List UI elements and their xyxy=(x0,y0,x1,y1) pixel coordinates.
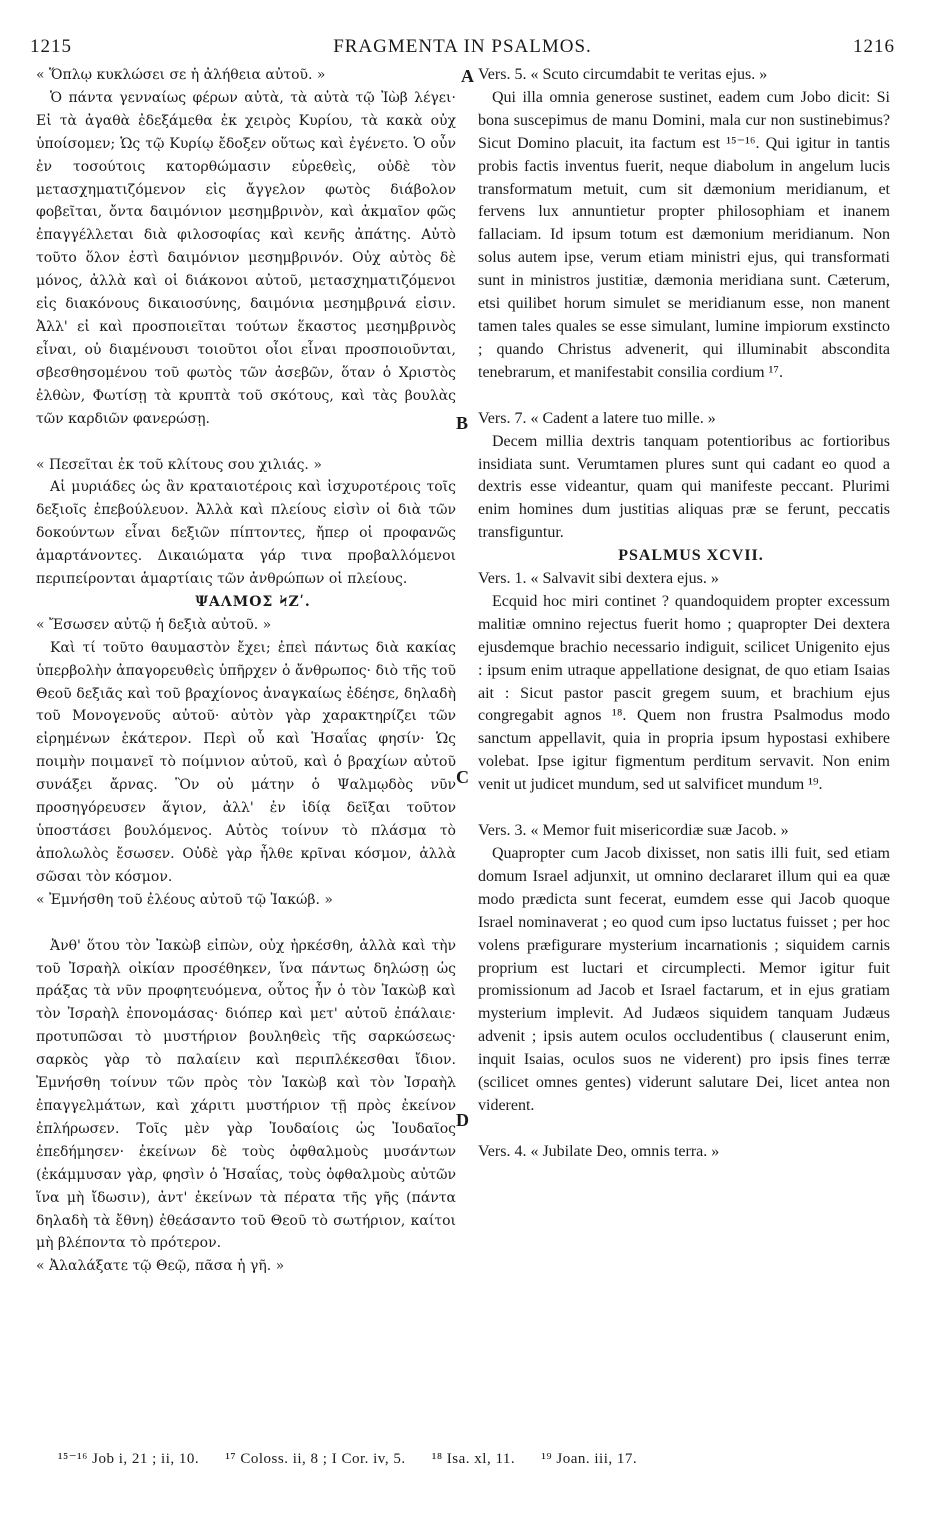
latin-psalm-verse-1-text: Ecquid hoc miri continet ? quandoquidem propter excessum malitiæ omnino rejectus fuerit homo ; quapropter Dei dextera ejusdemque brachio necessario indiguit, scilicet Unigenito ejus : ipsum enim utraque appellatione designat, de quo etiam Isaias ait : Sicut pastor pascit gregem suum, et brachium ejus congregabit agnos ¹⁸. Quem non frustra Psalmodus modo sanctum appellavit, quia in propria ipsum hypostasi exhibere volebat. Ipse igitur figmentum perditum servavit. Non enim venit ut judicet mundum, sed ut salvificet mundum ¹⁹. xyxy=(478,592,890,794)
latin-verse-7-text: Decem millia dextris tanquam potentioribus ac fortioribus insidiata sunt. Verumtamen plures sunt qui cadant eo quod a dextris esse videantur, quam qui manifeste peccant. Plurimi enim homines dum justitias aliquas præ se ferunt, peccatis transfiguntur. xyxy=(478,432,890,542)
greek-psalm-verse-1-heading: « Ἔσωσεν αὐτῷ ἡ δεξιὰ αὐτοῦ. » xyxy=(36,616,272,633)
greek-psalm-title: ΨΑΛΜΟΣ ϞΖʹ. xyxy=(195,593,311,610)
margin-marker-a: A xyxy=(461,66,474,86)
running-title: FRAGMENTA IN PSALMOS. xyxy=(333,36,592,57)
latin-column xyxy=(478,64,890,1164)
greek-column xyxy=(36,64,456,1278)
greek-psalm-verse-3-text: Ἀνθ' ὅτου τὸν Ἰακὼβ εἰπὼν, οὐχ ἠρκέσθη, ἀλλὰ καὶ τὴν τοῦ Ἰσραὴλ οἰκίαν προσέθηκεν, ἵνα πάντως δηλώσῃ ὡς πράξας τὰ νῦν προφητευόμενα, οὗτος ἦν ὁ τὸν Ἰακὼβ καὶ τὸν Ἰσραὴλ ἐπονομάσας· διόπερ καὶ μετ' αὐτοῦ ἐπάλαιε· προτυπῶσαι τὸ μυστήριον βουληθεὶς τῆς σαρκώσεως· σαρκὸς γὰρ τὸ παλαίειν καὶ περιπλέκεσθαι ἴδιον. Ἐμνήσθη τοίνυν τῶν πρὸς τὸν Ἰακὼβ καὶ τὸν Ἰσραὴλ ἐπαγγελμάτων, καὶ χάριτι μυστήριον τῇ πρὸς ἐκείνον ἐπλήρωσεν. Τοῖς μὲν γὰρ Ἰουδαίοις ὡς Ἰουδαῖος ἐπεδήμησεν· ἐκείνων δὲ τοὺς ὀφθαλμοὺς μυσάντων (ἐκάμμυσαν γὰρ, φησὶν ὁ Ἡσαΐας, τοὺς ὀφθαλμοὺς αὐτῶν ἵνα μὴ ἴδωσιν), ἀντ' ἐκείνων τὰ πέρατα τῆς γῆς (πάντα δηλαδὴ τὰ ἔθνη) ἐθεάσαντο τοῦ Θεοῦ τὸ σωτήριον, καίτοι μὴ βλέποντα τὸ πρότερον. xyxy=(36,937,456,1252)
greek-psalm-verse-3-heading: « Ἐμνήσθη τοῦ ἐλέους αὐτοῦ τῷ Ἰακώβ. » xyxy=(36,891,333,908)
greek-psalm-verse-1-text: Καὶ τί τοῦτο θαυμαστὸν ἔχει; ἐπεὶ πάντως διὰ κακίας ὑπερβολὴν ἀπαγορευθεὶς ὑπῆρχεν ὁ ἄνθρωπος· διὸ τῆς τοῦ Θεοῦ δεξιᾶς καὶ τοῦ βραχίονος ἀναγκαίως ἐδέησε, δηλαδὴ τοῦ Μονογενοῦς αὐτοῦ· αὐτὸν γὰρ χαρακτηρίζει τῶν εἰρημένων ἑκάτερον. Περὶ οὗ καὶ Ἡσαΐας φησίν· Ὡς ποιμὴν ποιμανεῖ τὸ ποίμνιον αὐτοῦ, καὶ ὁ βραχίων αὐτοῦ συνάξει ἄρνας. Ὃν οὐ μάτην ὁ Ψαλμῳδὸς νῦν προσηγόρευσεν ἅγιον, ἀλλ' ἐν ἰδίᾳ δεῖξαι τοῦτον ὑποστάσει βουλόμενος. Αὐτὸς τοίνυν τὸ πλάσμα τὸ ἀπολωλὸς ἔσωσεν. Οὐδὲ γὰρ ἦλθε κρῖναι κόσμον, ἀλλὰ σῶσαι τὸν κόσμον. xyxy=(36,639,456,885)
margin-marker-c: C xyxy=(456,767,469,787)
latin-verse-5-heading: Vers. 5. « Scuto circumdabit te veritas ejus. » xyxy=(478,66,768,83)
footnote: ¹⁷ Coloss. ii, 8 ; I Cor. iv, 5. xyxy=(225,1451,406,1467)
footnote: ¹⁵⁻¹⁶ Job i, 21 ; ii, 10. xyxy=(58,1451,200,1467)
margin-marker-b: B xyxy=(456,413,469,433)
greek-psalm-verse-4-heading: « Ἀλαλάξατε τῷ Θεῷ, πᾶσα ἡ γῆ. » xyxy=(36,1258,285,1275)
latin-psalm-verse-1-heading: Vers. 1. « Salvavit sibi dextera ejus. » xyxy=(478,570,719,588)
latin-psalm-verse-4-heading: Vers. 4. « Jubilate Deo, omnis terra. » xyxy=(478,1142,720,1160)
footnote: ¹⁹ Joan. iii, 17. xyxy=(541,1451,638,1467)
greek-verse-5-text: Ὁ πάντα γενναίως φέρων αὐτὰ, τὰ αὐτὰ τῷ Ἰὼβ λέγει· Εἰ τὰ ἀγαθὰ ἐδεξάμεθα ἐκ χειρὸς Κυρίου, τὰ κακὰ οὐχ ὑποίσομεν; Ὡς τῷ Κυρίῳ ἔδοξεν οὕτως καὶ ἐγένετο. Ὁ οὖν ἐν τοσούτοις κατορθώμασιν εὑρεθεὶς, οὐδὲ τὸν μετασχηματιζόμενον εἰς ἄγγελον φωτὸς διάβολον φοβεῖται, ὄντα δαιμόνιον μεσημβρινὸν, καὶ ἀκμαῖον φῶς ἐπαγγέλλεται διὰ φιλοσοφίας καὶ κενῆς ἀπάτης. Αὐτὸ τοῦτο ὅλον ἐστὶ δαιμόνιον μεσημβρινόν. Οὐχ αὐτὸς δὲ μόνος, ἀλλὰ καὶ οἱ διάκονοι αὐτοῦ, μετασχηματιζόμενοι εἰς διακόνους δικαιοσύνης, δαιμόνια μεσημβρινά εἰσιν. Ἀλλ' εἰ καὶ προσποιεῖται τούτων ἕκαστος μεσημβρινὸς εἶναι, οὐ διαμένουσι τοιοῦτοι οἷοι εἶναι προσποιοῦνται, σβεσθησομένου τοῦ φωτὸς τῶν ἀσεβῶν, ὅταν ὁ Χριστὸς ἐλθὼν, Φωτίσῃ τὰ κρυπτὰ τοῦ σκότους, καὶ τὰς βουλὰς τῶν καρδιῶν φανερώσῃ. xyxy=(36,89,456,427)
latin-psalm-title: PSALMUS XCVII. xyxy=(618,547,764,565)
greek-verse-7-heading: « Πεσεῖται ἐκ τοῦ κλίτους σου χιλιάς. » xyxy=(36,456,322,473)
latin-verse-5-text: Qui illa omnia generose sustinet, eadem cum Jobo dicit: Si bona suscepimus de manu Domini, mala cur non sustinebimus? Sicut Domino placuit, ita factum est ¹⁵⁻¹⁶. Qui igitur in tantis probis factis inventus fuerit, neque diabolum in angelum lucis transformatum metuit, cum sit dæmonium meridianum, et fervens lux annuntietur propter philosophiam et inanem fallaciam. Id ipsum totum est dæmonium meridianum. Non solus autem ipse, verum etiam ministri ejus, qui transformati sunt in ministros justitiæ, dæmonia meridiana sunt. Cæterum, etsi quilibet horum simulet se meridianum esse, non manent tamen tales quales se esse simulant, lumine impiorum exstincto ; quando Christus advenerit, qui illuminabit abscondita tenebrarum, et manifestabit consilia cordium ¹⁷. xyxy=(478,88,890,381)
page-number-right: 1216 xyxy=(853,36,895,57)
page-number-left: 1215 xyxy=(30,36,72,57)
greek-verse-5-heading: « Ὅπλῳ κυκλώσει σε ἡ ἀλήθεια αὐτοῦ. » xyxy=(36,67,326,83)
latin-psalm-verse-3-heading: Vers. 3. « Memor fuit misericordiæ suæ Jacob. » xyxy=(478,822,789,840)
footnotes xyxy=(58,1449,895,1468)
margin-marker-d: D xyxy=(456,1110,469,1130)
page-header xyxy=(30,36,895,60)
footnote: ¹⁸ Isa. xl, 11. xyxy=(431,1451,516,1467)
latin-verse-7-heading: Vers. 7. « Cadent a latere tuo mille. » xyxy=(478,409,716,427)
greek-verse-7-text: Αἱ μυριάδες ὡς ἂν κραταιοτέροις καὶ ἰσχυροτέροις τοῖς δεξιοῖς ἐπεβούλευον. Ἀλλὰ καὶ πλείους εἰσὶν οἱ διὰ τῶν δοκούντων εἶναι δεξιῶν πίπτοντες, ἤπερ οἱ προφανῶς ἁμαρτάνοντες. Δικαιώματα γάρ τινα προβαλλόμενοι περιπείρονται ἁμαρτίαις τῶν ἀνθρώπων οἱ πλείους. xyxy=(36,479,456,588)
latin-psalm-verse-3-text: Quapropter cum Jacob dixisset, non satis illi fuit, sed etiam domum Israel adjunxit, ut omnino declararet illum qui ea quæ modo prædicta sunt fecerat, eumdem esse qui Jacob quoque Israel nominaverat ; eo quod cum ipso luctatus fuisset ; per hoc volens præfigurare mysterium incarnationis ; siquidem carnis proprium est luctari et circumplecti. Memor igitur fuit promissionum ad Jacob et Israel factarum, et in ejus gratiam mysterium implevit. Ad Judæos siquidem tanquam Judæus advenit ; ipsis autem oculos occludentibus ( clauserunt enim, inquit Isaias, oculos suos ne viderent) pro ipsis fines terræ (scilicet omnes gentes) viderunt salutare Dei, licet antea non viderent. xyxy=(478,845,890,1114)
